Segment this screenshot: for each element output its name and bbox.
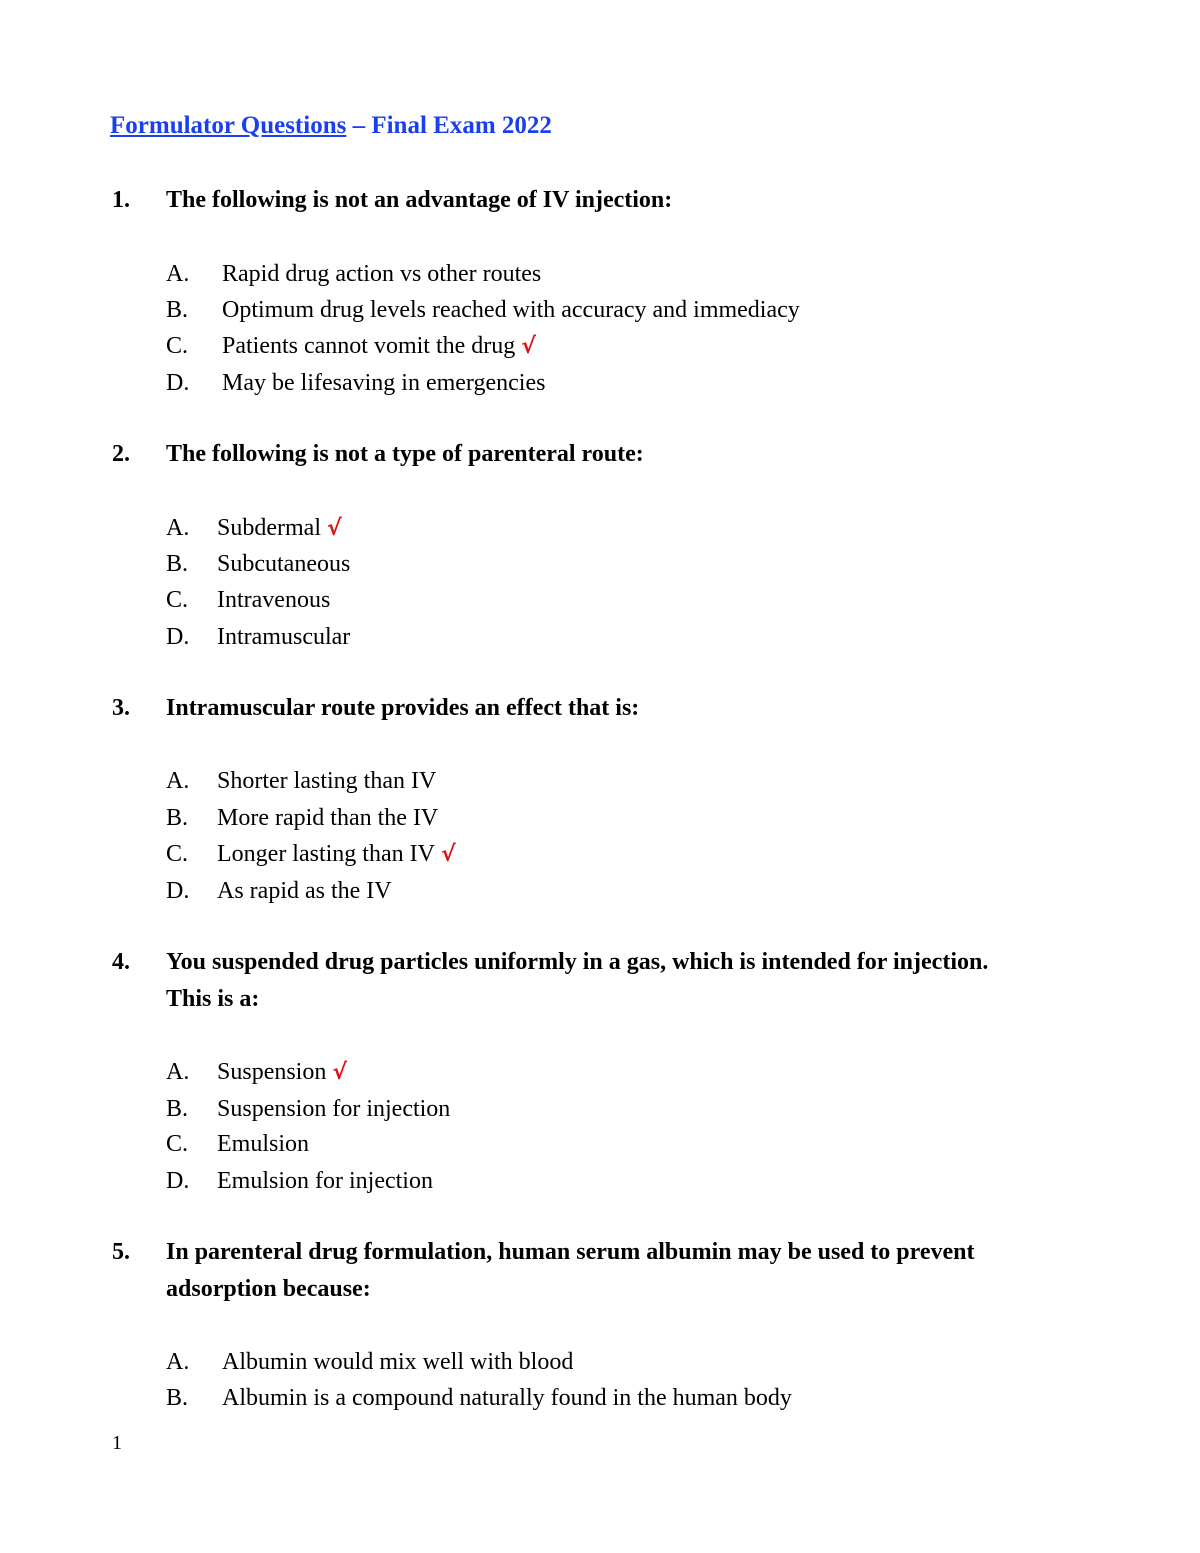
check-mark-icon: √	[440, 842, 456, 867]
option-letter: A.	[166, 1349, 190, 1375]
option-letter: C.	[166, 333, 189, 359]
question-text: Intramuscular route provides an effect that is:	[166, 695, 640, 721]
q5-option-b	[166, 1383, 792, 1413]
q1-option-a	[166, 259, 541, 289]
option-text: Emulsion	[217, 1131, 310, 1157]
option-letter: A.	[166, 515, 190, 541]
option-text: Albumin would mix well with blood	[222, 1349, 574, 1375]
option-letter: B.	[166, 1385, 189, 1411]
q2-option-a	[166, 513, 342, 544]
option-text: Intravenous	[217, 587, 331, 613]
q5-option-a	[166, 1347, 573, 1377]
question-number: 4.	[112, 949, 130, 975]
question-number: 2.	[112, 441, 130, 467]
option-text: Subdermal	[217, 515, 321, 541]
q4-option-c	[166, 1129, 309, 1159]
option-letter: C.	[166, 841, 189, 867]
q1-option-d	[166, 368, 545, 398]
option-text: May be lifesaving in emergencies	[222, 370, 546, 396]
document-title	[110, 112, 552, 140]
option-letter: B.	[166, 297, 189, 323]
option-text: As rapid as the IV	[217, 878, 392, 904]
q3-option-a	[166, 766, 436, 796]
option-text: Patients cannot vomit the drug	[222, 333, 516, 359]
option-letter: A.	[166, 768, 190, 794]
question-number: 1.	[112, 187, 130, 213]
option-letter: C.	[166, 1131, 189, 1157]
option-letter: D.	[166, 878, 190, 904]
option-text: Emulsion for injection	[217, 1168, 433, 1194]
option-letter: D.	[166, 370, 190, 396]
question-text: The following is not an advantage of IV injection:	[166, 187, 673, 213]
q4-option-d	[166, 1166, 433, 1196]
option-letter: D.	[166, 624, 190, 650]
option-text: Longer lasting than IV	[217, 841, 435, 867]
q2-option-d	[166, 622, 350, 652]
option-text: Optimum drug levels reached with accuracy and immediacy	[222, 297, 800, 323]
option-text: Shorter lasting than IV	[217, 768, 437, 794]
question-number: 5.	[112, 1239, 130, 1265]
option-text: Rapid drug action vs other routes	[222, 261, 542, 287]
check-mark-icon: √	[332, 1060, 348, 1085]
page-number: 1	[112, 1432, 122, 1454]
option-text: Suspension for injection	[217, 1096, 451, 1122]
option-letter: B.	[166, 1096, 189, 1122]
option-letter: A.	[166, 261, 190, 287]
option-letter: D.	[166, 1168, 190, 1194]
check-mark-icon: √	[521, 334, 536, 359]
q1-option-b	[166, 295, 800, 325]
option-letter: B.	[166, 805, 189, 831]
check-mark-icon: √	[326, 516, 342, 541]
q2-option-c	[166, 585, 330, 615]
question-text: The following is not a type of parenteral route:	[166, 441, 644, 467]
title-link[interactable]: Formulator Questions	[110, 112, 347, 139]
q3-option-c	[166, 839, 456, 870]
question-text: In parenteral drug formulation, human serum albumin may be used to prevent adsorption because:	[166, 1239, 975, 1302]
q2-option-b	[166, 549, 350, 579]
title-suffix: – Final Exam 2022	[346, 112, 552, 139]
option-letter: C.	[166, 587, 189, 613]
q4-option-b	[166, 1094, 450, 1124]
option-letter: A.	[166, 1059, 190, 1085]
question-number: 3.	[112, 695, 130, 721]
q3-option-b	[166, 803, 438, 833]
q4-option-a	[166, 1057, 347, 1088]
option-text: More rapid than the IV	[217, 805, 439, 831]
q1-option-c	[166, 331, 536, 362]
option-text: Subcutaneous	[217, 551, 351, 577]
question-text: You suspended drug particles uniformly in a gas, which is intended for injection. This is a:	[166, 949, 989, 1012]
option-text: Intramuscular	[217, 624, 351, 650]
q3-option-d	[166, 876, 392, 906]
option-letter: B.	[166, 551, 189, 577]
option-text: Suspension	[217, 1059, 327, 1085]
option-text: Albumin is a compound naturally found in the human body	[222, 1385, 792, 1411]
